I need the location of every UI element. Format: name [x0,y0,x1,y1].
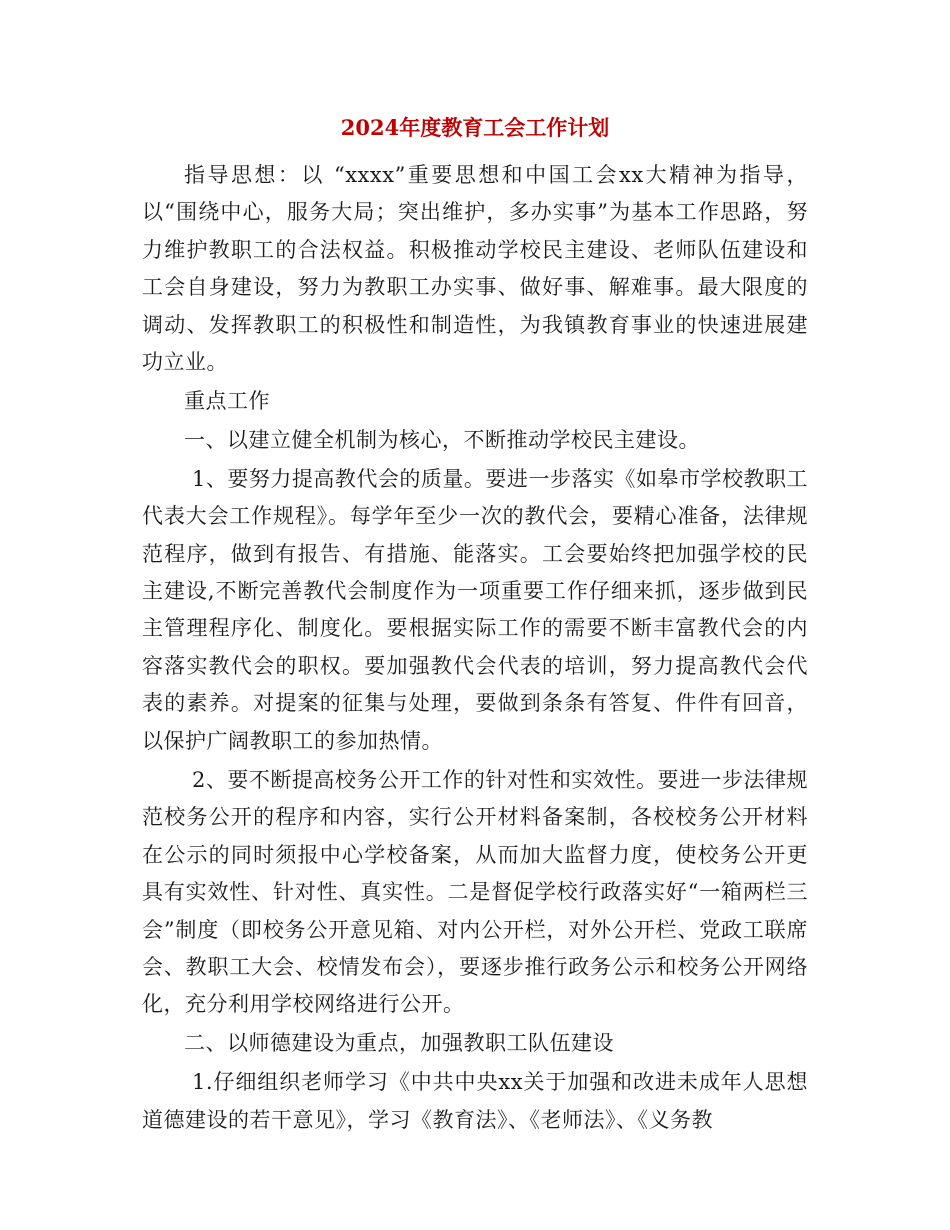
paragraph-key-work-heading: 重点工作 [184,388,270,413]
document-body [142,157,808,1141]
paragraph-section-1-item-1: 1、要努力提高教代会的质量。要进一步落实《如皋市学校教职工代表大会工作规程》。每学年至少一次的教代会，要精心准备，法律规范程序，做到有报告、有措施、能落实。工会要始终把加强学校的民主建设,不断完善教代会制度作为一项重要工作仔细来抓，逐步做到民主管理程序化、制度化。要根据实际工作的需要不断丰富教代会的内容落实教代会的职权。要加强教代会代表的培训，努力提高教代会代表的素养。对提案的征集与处理，要做到条条有答复、件件有回音，以保护广阔教职工的参加热情。 [142,466,808,753]
document-title: 2024年度教育工会工作计划 [340,115,610,140]
paragraph-section-1-item-2: 2、要不断提高校务公开工作的针对性和实效性。要进一步法律规范校务公开的程序和内容，实行公开材料备案制，各校校务公开材料在公示的同时须报中心学校备案，从而加大监督力度，使校务公开更具有实效性、针对性、真实性。二是督促学校行政落实好“一箱两栏三会”制度（即校务公开意见箱、对内公开栏，对外公开栏、党政工联席会、教职工大会、校情发布会），要逐步推行政务公示和校务公开网络化，充分利用学校网络进行公开。 [142,768,808,1017]
paragraph-section-2-item-1: 1.仔细组织老师学习《中共中央xx关于加强和改进未成年人思想道德建设的若干意见》，学习《教育法》、《老师法》、《义务教 [142,1070,808,1132]
paragraph-section-1-heading: 一、以建立健全机制为核心，不断推动学校民主建设。 [184,427,700,452]
paragraph-section-2-heading: 二、以师德建设为重点，加强教职工队伍建设 [184,1031,614,1056]
paragraph-guiding-thought: 指导思想：以 “xxxx”重要思想和中国工会xx大精神为指导，以“围绕中心，服务大局；突出维护，多办实事”为基本工作思路，努力维护教职工的合法权益。积极推动学校民主建设、老师队伍建设和工会自身建设，努力为教职工办实事、做好事、解难事。最大限度的调动、发挥教职工的积极性和制造性，为我镇教育事业的快速进展建功立业。 [142,163,808,375]
